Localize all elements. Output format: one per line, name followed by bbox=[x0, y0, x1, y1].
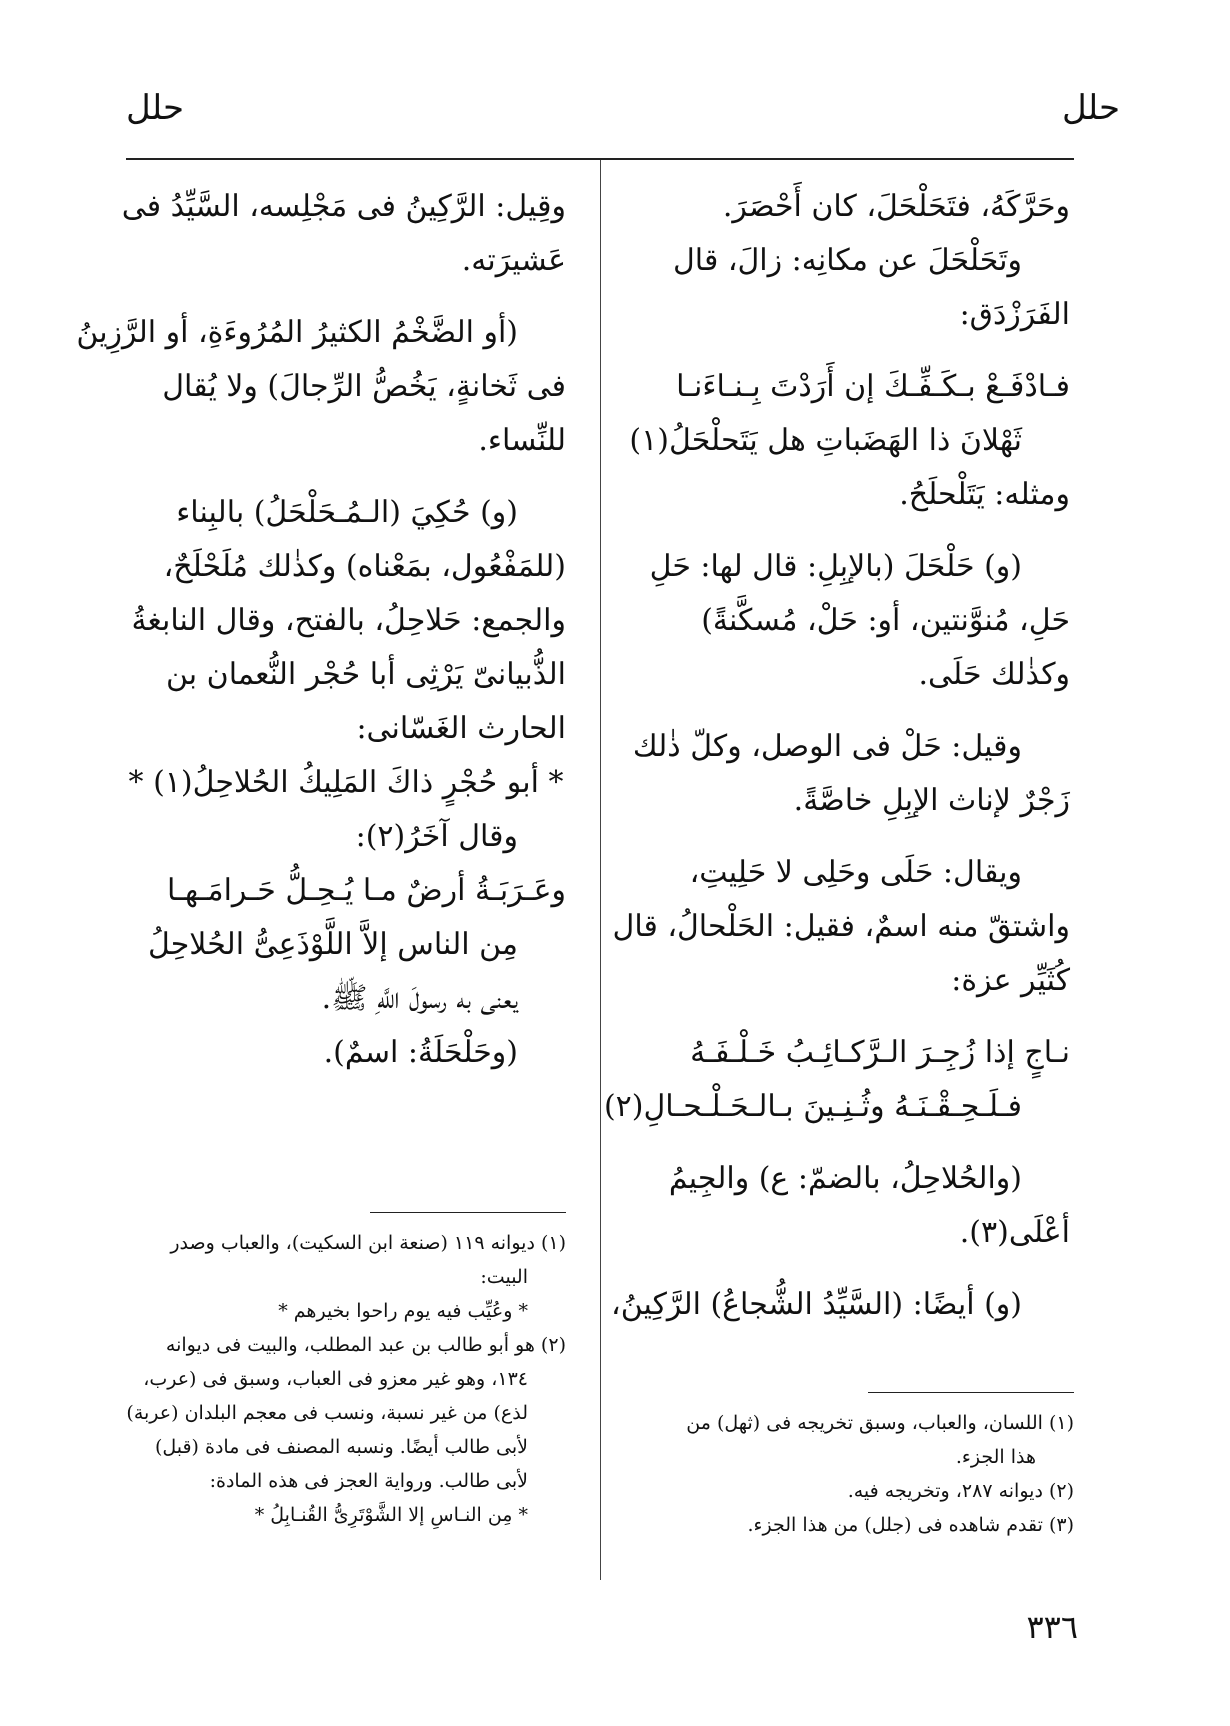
text-line: (للمَفْعُول، بمَعْناه) وكذٰلك مُلَحْلَحٌ، bbox=[163, 549, 566, 584]
text-line: (والحُلاحِلُ، بالضمّ: ع) والجِيمُ bbox=[668, 1161, 1022, 1196]
footnote-rule-left bbox=[370, 1212, 566, 1213]
text-line: واشتقّ منه اسمٌ، فقيل: الحَلْحالُ، قال bbox=[612, 909, 1070, 944]
footnote-line: (٢) ديوانه ٢٨٧، وتخريجه فيه. bbox=[847, 1480, 1074, 1502]
right-column bbox=[603, 180, 1070, 1332]
text-line: زَجْرٌ لإناث الإبِلِ خاصَّةً. bbox=[793, 783, 1070, 818]
footnote-line: لذع) من غير نسبة، ونسب فى معجم البلدان (عربة) bbox=[126, 1402, 528, 1424]
text-line: (و) حُكِيَ (الـمُـحَلْحَلُ) بالبِناء bbox=[176, 495, 518, 530]
footnote-line: (١) اللسان، والعباب، وسبق تخريجه فى (ثهل) من bbox=[686, 1412, 1074, 1434]
verse-line: * أبو حُجْرٍ ذاكَ المَلِيكُ الحُلاحِلُ(١) * bbox=[128, 765, 564, 800]
text-line: فى ثَخانةٍ، يَخُصُّ الرِّجالَ) ولا يُقال bbox=[162, 369, 566, 404]
right-footnotes bbox=[634, 1406, 1074, 1542]
footnote-verse: * مِن النـاسِ إلا الشَّوْتَرِىُّ القُنـابِلُ * bbox=[254, 1504, 528, 1526]
text-line: للنِّساء. bbox=[478, 423, 566, 458]
verse-line: وعَـرَبَـةُ أرضٌ مـا يُـحِـلُّ حَـرامَـهـا bbox=[166, 873, 566, 908]
text-line: الحارث الغَسّانى: bbox=[356, 711, 566, 746]
footnote-line: هذا الجزء. bbox=[955, 1446, 1036, 1468]
verse-line: مِن الناس إلاَّ اللَّوْذَعِىُّ الحُلاحِلُ bbox=[148, 927, 518, 962]
left-column bbox=[76, 180, 566, 1080]
footnote-line: ١٣٤، وهو غير معزو فى العباب، وسبق فى (عرب، bbox=[143, 1368, 528, 1390]
text-line: (و) أيضًا: (السَّيِّدُ الشُّجاعُ) الرَّكِينُ، bbox=[611, 1287, 1022, 1322]
page-number: ٣٣٦ bbox=[1026, 1608, 1078, 1646]
text-line: عَشيرَته. bbox=[461, 243, 566, 278]
running-head-right: حلل bbox=[1061, 88, 1120, 128]
text-line: يعنى به رسولَ اللَّهِ ﷺ. bbox=[321, 981, 518, 1016]
text-line: وقِيل: الرَّكِينُ فى مَجْلِسه، السَّيِّدُ فى bbox=[121, 189, 566, 224]
footnote-verse: * وعُيِّب فيه يوم راحوا بخيرهم * bbox=[278, 1300, 528, 1322]
text-line: (و) حَلْحَلَ (بالإبِلِ: قال لها: حَلِ bbox=[649, 549, 1022, 584]
verse-line: فـلَـحِـقْـنَـهُ وثُـنِـينَ بـالـحَـلْـحـالِ(٢) bbox=[603, 1089, 1022, 1124]
footnote-line: لأبى طالب أيضًا. ونسبه المصنف فى مادة (قبل) bbox=[154, 1436, 528, 1458]
text-line: والجمع: حَلاحِلُ، بالفتح، وقال النابغةُ bbox=[131, 603, 566, 638]
text-line: الذُّبيانىّ يَرْثِى أبا حُجْر النُّعمان بن bbox=[165, 657, 566, 692]
footnote-line: البيت: bbox=[480, 1266, 528, 1288]
text-line: ومثله: يَتَلْحلَحُ. bbox=[899, 477, 1070, 512]
verse-line: ثَهْلانَ ذا الهَضَباتِ هل يَتَحلْحَلُ(١) bbox=[629, 423, 1022, 458]
text-line: ويقال: حَلَى وحَلِى لا حَلِيتِ، bbox=[689, 855, 1022, 890]
text-line: الفَرَزْدَق: bbox=[959, 297, 1070, 332]
footnote-line: لأبى طالب. ورواية العجز فى هذه المادة: bbox=[209, 1470, 528, 1492]
text-line: (أو الضَّخْمُ الكثيرُ المُرُوءَةِ، أو الرَّزِينُ bbox=[76, 315, 518, 350]
verse-line: نـاجٍ إذا زُجِـرَ الـرَّكـائِـبُ خَـلْـفَـهُ bbox=[690, 1035, 1070, 1070]
running-head-left: حلل bbox=[126, 88, 185, 128]
text-line: أعْلَى(٣). bbox=[959, 1215, 1070, 1250]
text-line: (وحَلْحَلَةُ: اسمٌ). bbox=[323, 1035, 518, 1070]
column-divider bbox=[600, 160, 601, 1580]
footnote-line: (٢) هو أبو طالب بن عبد المطلب، والبيت فى ديوانه bbox=[165, 1334, 566, 1356]
text-line: كُثَيِّر عزة: bbox=[951, 963, 1070, 998]
footnote-line: (١) ديوانه ١١٩ (صنعة ابن السكيت)، والعباب وصدر bbox=[170, 1232, 566, 1254]
text-line: وقال آخَرُ(٢): bbox=[355, 819, 518, 854]
text-line: حَلِ، مُنوَّنتين، أو: حَلْ، مُسكَّنةً) bbox=[701, 603, 1070, 638]
text-line: وقيل: حَلْ فى الوصل، وكلّ ذٰلك bbox=[632, 729, 1022, 764]
text-line: وتَحَلْحَلَ عن مكانِه: زالَ، قال bbox=[673, 243, 1022, 278]
text-line: وكذٰلك حَلَى. bbox=[918, 657, 1070, 692]
text-line: وحَرَّكَهُ، فتَحَلْحَلَ، كان أَحْصَرَ. bbox=[722, 189, 1070, 224]
footnote-line: (٣) تقدم شاهده فى (جلل) من هذا الجزء. bbox=[747, 1514, 1074, 1536]
footnote-rule-right bbox=[868, 1392, 1074, 1393]
verse-line: فـادْفَـعْ بـكَـفِّـكَ إن أَرَدْتَ بِـنـاءَنـا bbox=[676, 369, 1070, 404]
left-footnotes bbox=[126, 1226, 566, 1532]
